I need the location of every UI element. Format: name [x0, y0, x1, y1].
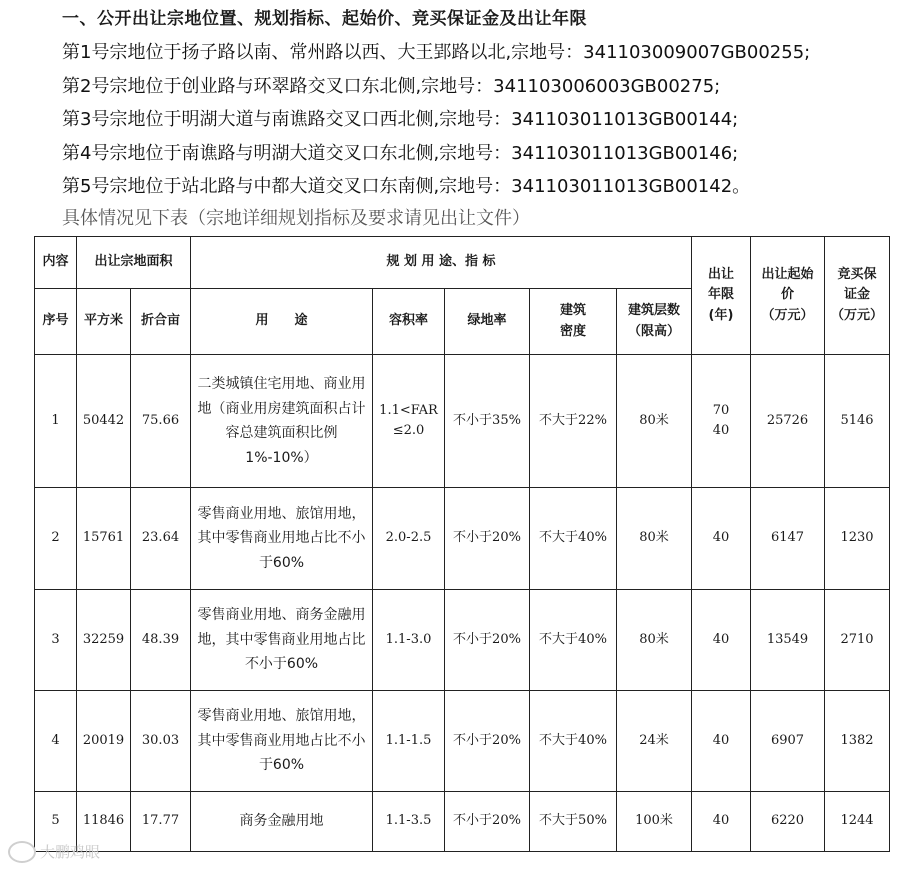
header-height: 建筑层数 （限高）: [617, 289, 692, 355]
parcel-line-5: 第5号宗地位于站北路与中都大道交叉口东南侧,宗地号：341103011013GB00142。: [62, 176, 751, 197]
header-plan-group: 规 划 用 途、指 标: [191, 237, 692, 289]
cell-mu: 23.64: [131, 488, 191, 590]
cell-use: 零售商业用地、旅馆用地，其中零售商业用地占比不小于60%: [191, 488, 373, 590]
cell-far: 1.1<FAR ≤2.0: [373, 355, 445, 488]
cell-density: 不大于22%: [530, 355, 617, 488]
cell-mu: 75.66: [131, 355, 191, 488]
watermark: [8, 841, 100, 864]
header-content: 内容: [35, 237, 77, 289]
cell-density: 不大于40%: [530, 488, 617, 590]
cell-green: 不小于35%: [445, 355, 530, 488]
cell-green: 不小于20%: [445, 792, 530, 852]
cell-sqm: 50442: [77, 355, 131, 488]
table-row: [35, 488, 890, 590]
table-row: [35, 691, 890, 792]
cell-height: 100米: [617, 792, 692, 852]
cell-height: 80米: [617, 590, 692, 691]
table-note: 具体情况见下表（宗地详细规划指标及要求请见出让文件）: [62, 208, 530, 229]
header-area-group: 出让宗地面积: [77, 237, 191, 289]
cell-deposit: 1244: [825, 792, 890, 852]
cell-seq: 5: [35, 792, 77, 852]
header-start-price: 出让起始 价 （万元）: [751, 237, 825, 355]
cell-deposit: 5146: [825, 355, 890, 488]
cell-seq: 3: [35, 590, 77, 691]
cell-mu: 48.39: [131, 590, 191, 691]
table-row: [35, 590, 890, 691]
cell-deposit: 2710: [825, 590, 890, 691]
cell-height: 80米: [617, 355, 692, 488]
cell-use: 商务金融用地: [191, 792, 373, 852]
cell-far: 2.0-2.5: [373, 488, 445, 590]
header-density: 建筑 密度: [530, 289, 617, 355]
cell-deposit: 1230: [825, 488, 890, 590]
cell-price: 25726: [751, 355, 825, 488]
table-row: [35, 355, 890, 488]
cell-term: 40: [692, 590, 751, 691]
cell-term: 40: [692, 488, 751, 590]
cell-use: 零售商业用地、商务金融用地，其中零售商业用地占比不小于60%: [191, 590, 373, 691]
cell-height: 80米: [617, 488, 692, 590]
cell-sqm: 20019: [77, 691, 131, 792]
cell-deposit: 1382: [825, 691, 890, 792]
cell-green: 不小于20%: [445, 590, 530, 691]
header-far: 容积率: [373, 289, 445, 355]
cell-density: 不大于40%: [530, 691, 617, 792]
header-green: 绿地率: [445, 289, 530, 355]
cell-seq: 4: [35, 691, 77, 792]
cell-sqm: 32259: [77, 590, 131, 691]
cell-seq: 2: [35, 488, 77, 590]
table-header-row-1: [35, 237, 890, 289]
table-row: [35, 792, 890, 852]
cell-use: 零售商业用地、旅馆用地，其中零售商业用地占比不小于60%: [191, 691, 373, 792]
header-mu: 折合亩: [131, 289, 191, 355]
land-parcel-table: [34, 236, 890, 852]
header-deposit: 竞买保 证金 （万元）: [825, 237, 890, 355]
section-title: 一、公开出让宗地位置、规划指标、起始价、竞买保证金及出让年限: [62, 9, 587, 29]
cell-density: 不大于50%: [530, 792, 617, 852]
cell-price: 6907: [751, 691, 825, 792]
cell-density: 不大于40%: [530, 590, 617, 691]
header-seq: 序号: [35, 289, 77, 355]
cell-mu: 30.03: [131, 691, 191, 792]
cell-mu: 17.77: [131, 792, 191, 852]
cell-far: 1.1-3.0: [373, 590, 445, 691]
cell-green: 不小于20%: [445, 691, 530, 792]
header-sqm: 平方米: [77, 289, 131, 355]
cell-seq: 1: [35, 355, 77, 488]
header-term: 出让 年限 (年): [692, 237, 751, 355]
cell-far: 1.1-3.5: [373, 792, 445, 852]
parcel-line-4: 第4号宗地位于南谯路与明湖大道交叉口东北侧,宗地号：341103011013GB00146;: [62, 143, 739, 164]
cell-sqm: 15761: [77, 488, 131, 590]
watermark-logo-icon: [8, 841, 36, 863]
parcel-line-3: 第3号宗地位于明湖大道与南谯路交叉口西北侧,宗地号：341103011013GB00144;: [62, 109, 739, 130]
cell-term: 40: [692, 792, 751, 852]
cell-price: 6147: [751, 488, 825, 590]
cell-price: 13549: [751, 590, 825, 691]
cell-term: 40: [692, 691, 751, 792]
watermark-text: 大鹏鸡眼: [40, 842, 101, 861]
cell-height: 24米: [617, 691, 692, 792]
cell-price: 6220: [751, 792, 825, 852]
header-use: 用 途: [191, 289, 373, 355]
cell-use: 二类城镇住宅用地、商业用地（商业用房建筑面积占计容总建筑面积比例1%-10%）: [191, 355, 373, 488]
cell-green: 不小于20%: [445, 488, 530, 590]
cell-sqm: 11846: [77, 792, 131, 852]
parcel-line-1: 第1号宗地位于扬子路以南、常州路以西、大王郢路以北,宗地号：341103009007GB00255;: [62, 42, 811, 63]
cell-term: 70 40: [692, 355, 751, 488]
cell-far: 1.1-1.5: [373, 691, 445, 792]
parcel-line-2: 第2号宗地位于创业路与环翠路交叉口东北侧,宗地号：341103006003GB00275;: [62, 76, 721, 97]
